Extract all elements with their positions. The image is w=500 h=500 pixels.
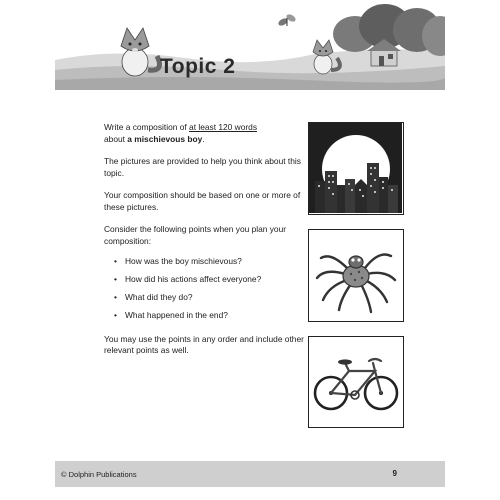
publisher-credit: © Dolphin Publications — [61, 470, 137, 479]
word-count-requirement: at least 120 words — [189, 122, 258, 132]
spider-icon — [309, 230, 402, 320]
header-banner — [55, 0, 445, 90]
list-item: • What happened in the end? — [114, 310, 309, 322]
picture-bicycle — [308, 336, 404, 428]
paragraph-order: You may use the points in any order and include other relevant points as well. — [104, 333, 304, 355]
page-footer — [55, 461, 445, 487]
topic-phrase: a mischievous boy — [127, 133, 203, 144]
paragraph-based-on: Your composition should be based on one or more of these pictures. — [104, 190, 301, 212]
landscape-illustration — [55, 0, 445, 90]
page-title: Topic 2 — [160, 55, 236, 78]
list-item: • What did they do? — [114, 292, 309, 304]
bicycle-icon — [309, 337, 402, 426]
instructions — [104, 122, 309, 368]
page-number: 9 — [392, 469, 397, 478]
picture-city-skyline — [308, 122, 404, 215]
paragraph-task: Write a composition of at least 120 words about a mischievous boy. — [104, 122, 258, 144]
workbook-page — [55, 0, 445, 500]
paragraph-pictures: The pictures are provided to help you think about this topic. — [104, 156, 301, 178]
picture-spider — [308, 229, 404, 322]
paragraph-consider: Consider the following points when you plan your composition: — [104, 224, 287, 246]
city-skyline-icon — [309, 123, 402, 213]
list-item: • How did his actions affect everyone? — [114, 274, 309, 286]
points-list — [114, 256, 309, 322]
list-item: • How was the boy mischievous? — [114, 256, 309, 268]
